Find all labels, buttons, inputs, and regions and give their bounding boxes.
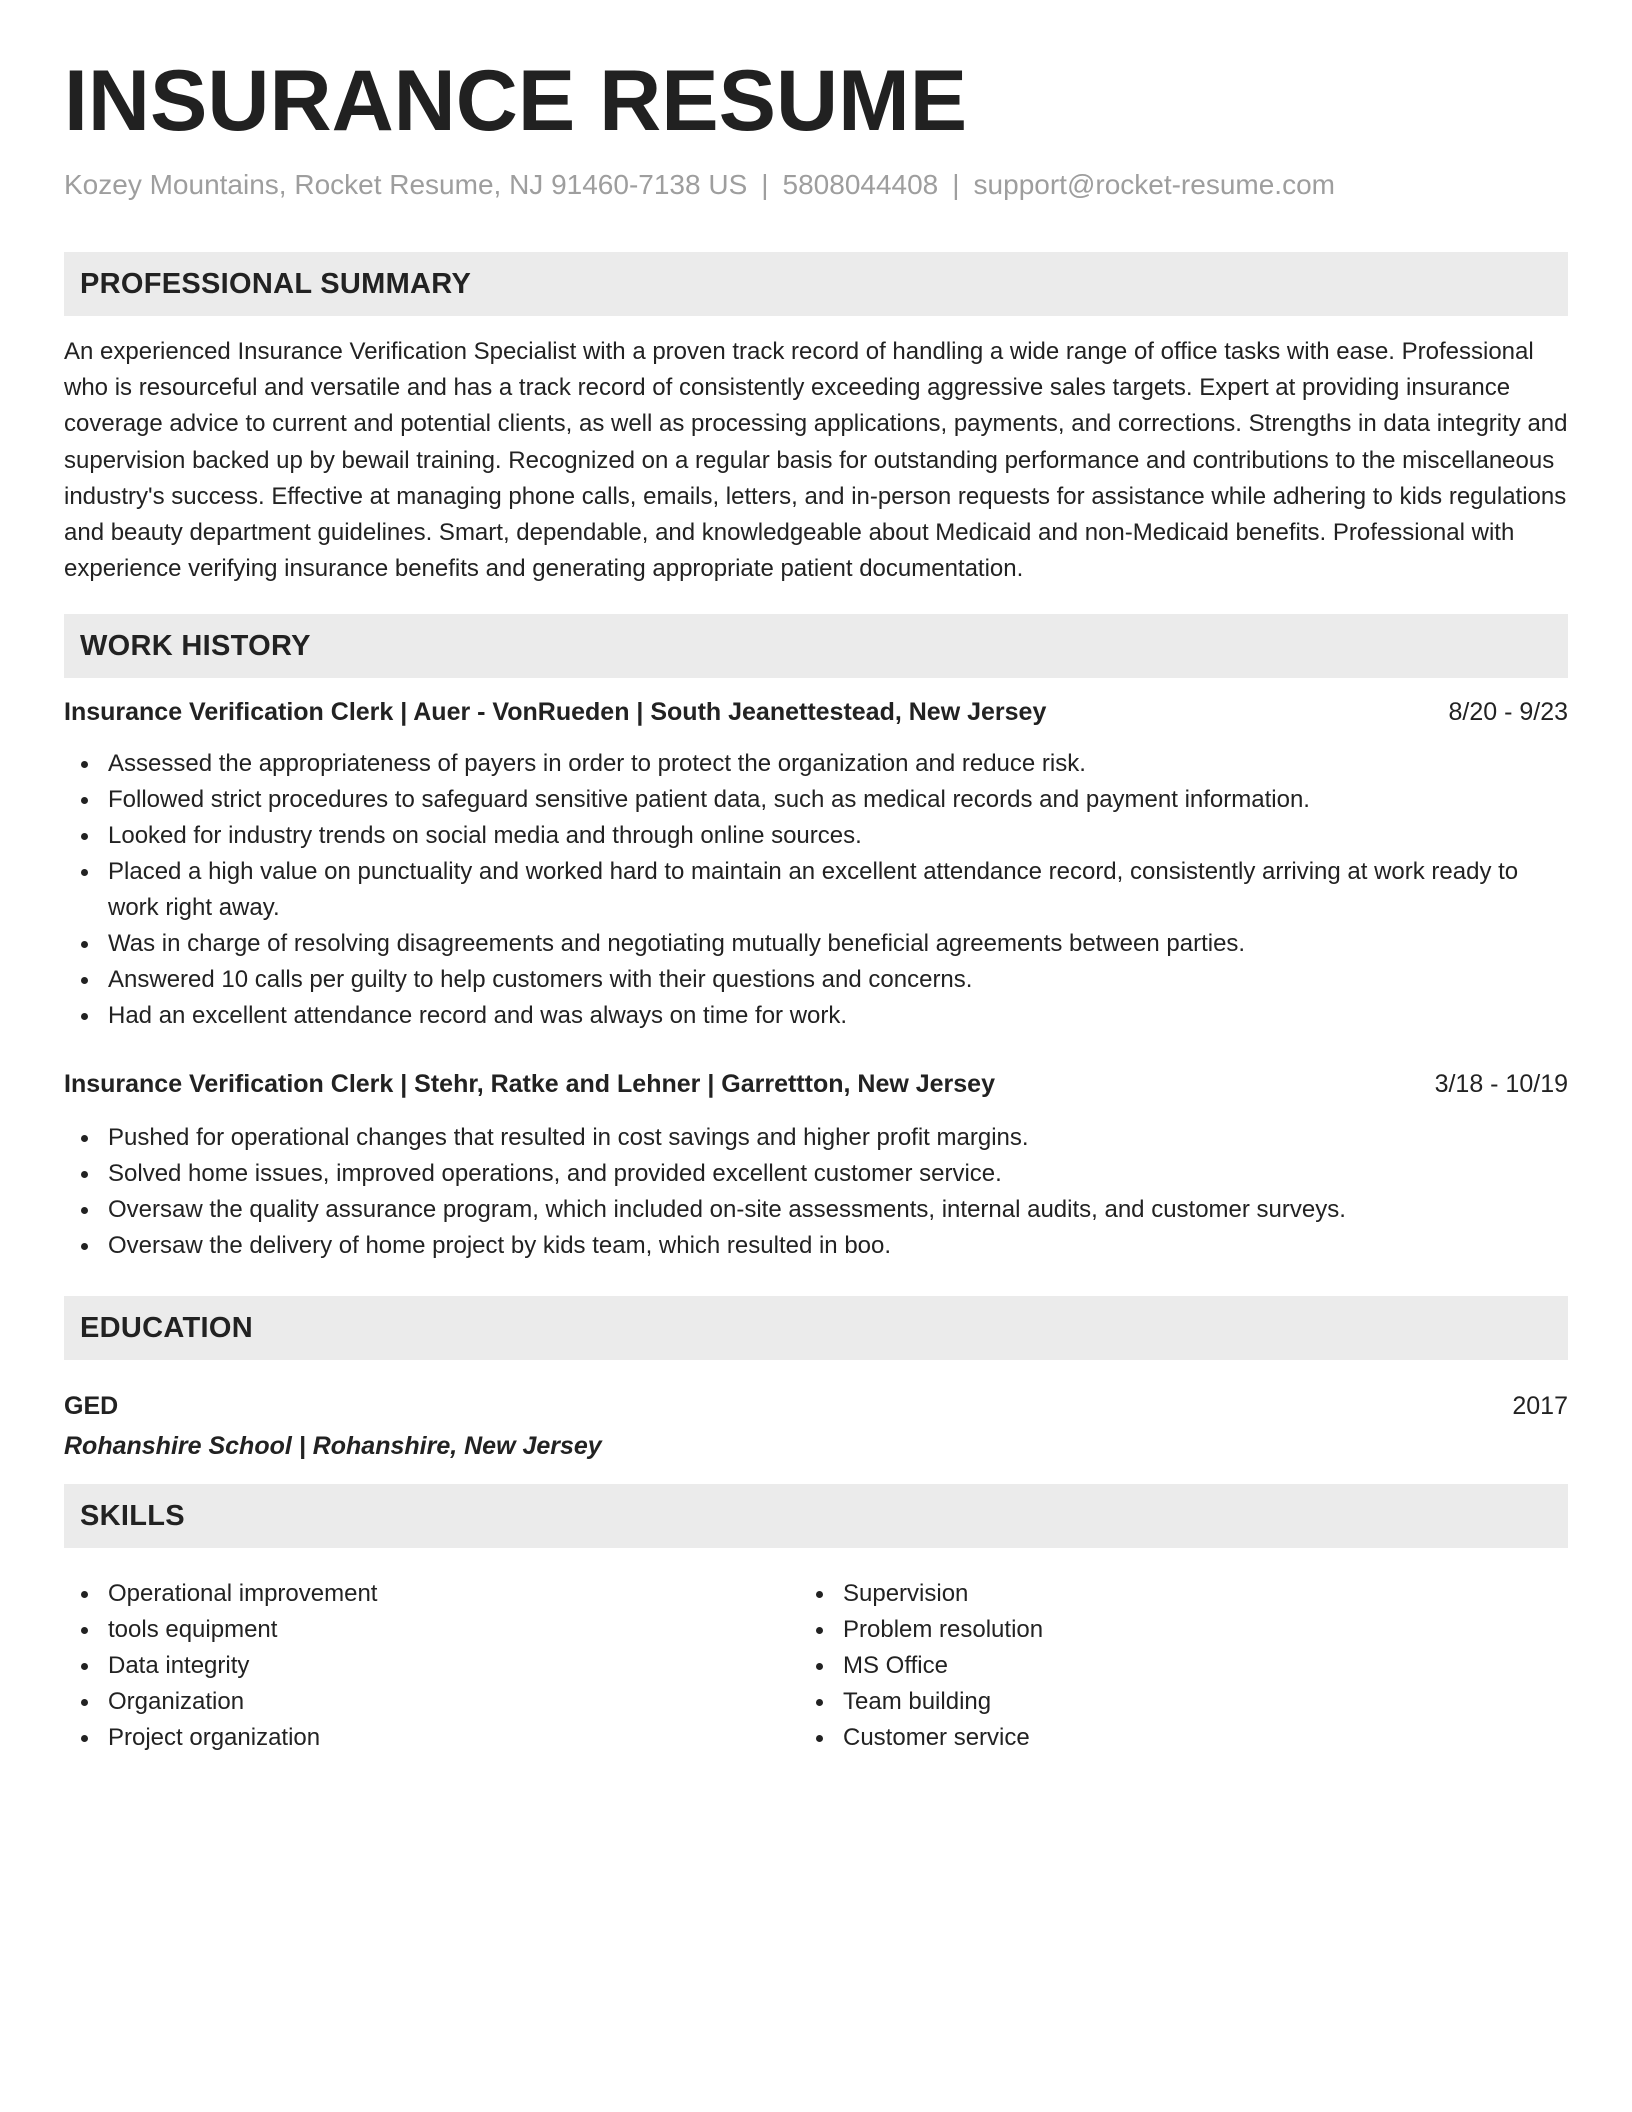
skill-item: MS Office [799, 1648, 1499, 1684]
job-bullet: Answered 10 calls per guilty to help customers with their questions and concerns. [64, 962, 1568, 998]
education-degree: GED [64, 1392, 119, 1420]
job-heading [64, 696, 1568, 728]
education-section-header [64, 1296, 1568, 1360]
job-bullet: Followed strict procedures to safeguard sensitive patient data, such as medical records and payment information. [64, 782, 1568, 818]
job-dates: 8/20 - 9/23 [1448, 698, 1568, 726]
skill-item: Team building [799, 1684, 1499, 1720]
job-bullet-list [64, 746, 1568, 1034]
contact-phone: 5808044408 [782, 169, 939, 200]
resume-title: INSURANCE RESUME [64, 53, 968, 149]
job-bullet: Assessed the appropriateness of payers in order to protect the organization and reduce risk. [64, 746, 1568, 782]
education-heading [64, 1390, 1568, 1422]
contact-address: Kozey Mountains, Rocket Resume, NJ 91460-7138 US [64, 169, 748, 200]
summary-text: An experienced Insurance Verification Specialist with a proven track record of handling a wide range of office tasks with ease. Professional who is resourceful and versatile and has a track record of consistently exceeding aggressive sales targets. Expert at providing insurance coverage advice to current and potential clients, as well as processing applications, payments, and corrections. Strengths in data integrity and supervision backed up by bewail training. Recognized on a regular basis for outstanding performance and contributions to the miscellaneous industry's success. Effective at managing phone calls, emails, letters, and in-person requests for assistance while adhering to kids regulations and beauty department guidelines. Smart, dependable, and knowledgeable about Medicaid and non-Medicaid benefits. Professional with experience verifying insurance benefits and generating appropriate patient documentation. [64, 338, 1568, 583]
skill-item: Customer service [799, 1720, 1499, 1756]
job-bullet: Had an excellent attendance record and was always on time for work. [64, 998, 1568, 1034]
skill-item: tools equipment [64, 1612, 764, 1648]
skill-item: Problem resolution [799, 1612, 1499, 1648]
job-dates: 3/18 - 10/19 [1434, 1070, 1568, 1098]
work-section-title: WORK HISTORY [80, 629, 311, 662]
skill-item: Data integrity [64, 1648, 764, 1684]
summary-section-title: PROFESSIONAL SUMMARY [80, 267, 472, 300]
job-bullet: Oversaw the delivery of home project by kids team, which resulted in boo. [64, 1228, 1568, 1264]
education-section-title: EDUCATION [80, 1311, 253, 1344]
job-bullet: Looked for industry trends on social media and through online sources. [64, 818, 1568, 854]
contact-separator: | [952, 169, 960, 200]
skills-list-left [64, 1576, 764, 1756]
skills-list-right [799, 1576, 1499, 1756]
job-title: Insurance Verification Clerk | Auer - VonRueden | South Jeanettestead, New Jersey [64, 698, 1047, 726]
job-bullet: Placed a high value on punctuality and worked hard to maintain an excellent attendance record, consistently arriving at work ready to work right away. [64, 854, 1568, 926]
skills-section-title: SKILLS [80, 1499, 185, 1532]
skill-item: Organization [64, 1684, 764, 1720]
job-title: Insurance Verification Clerk | Stehr, Ratke and Lehner | Garrettton, New Jersey [64, 1070, 995, 1098]
work-section-header [64, 614, 1568, 678]
contact-line [64, 168, 1335, 202]
job-bullet: Solved home issues, improved operations, and provided excellent customer service. [64, 1156, 1568, 1192]
education-year: 2017 [1512, 1392, 1568, 1420]
skill-item: Operational improvement [64, 1576, 764, 1612]
job-bullet: Pushed for operational changes that resulted in cost savings and higher profit margins. [64, 1120, 1568, 1156]
contact-separator: | [761, 169, 769, 200]
summary-section-header [64, 252, 1568, 316]
job-bullet-list [64, 1120, 1568, 1264]
skill-item: Supervision [799, 1576, 1499, 1612]
contact-email: support@rocket-resume.com [973, 169, 1335, 200]
skills-section-header [64, 1484, 1568, 1548]
skill-item: Project organization [64, 1720, 764, 1756]
job-bullet: Oversaw the quality assurance program, which included on-site assessments, internal audits, and customer surveys. [64, 1192, 1568, 1228]
job-bullet: Was in charge of resolving disagreements and negotiating mutually beneficial agreements between parties. [64, 926, 1568, 962]
education-school: Rohanshire School | Rohanshire, New Jersey [64, 1432, 602, 1460]
job-heading [64, 1068, 1568, 1100]
